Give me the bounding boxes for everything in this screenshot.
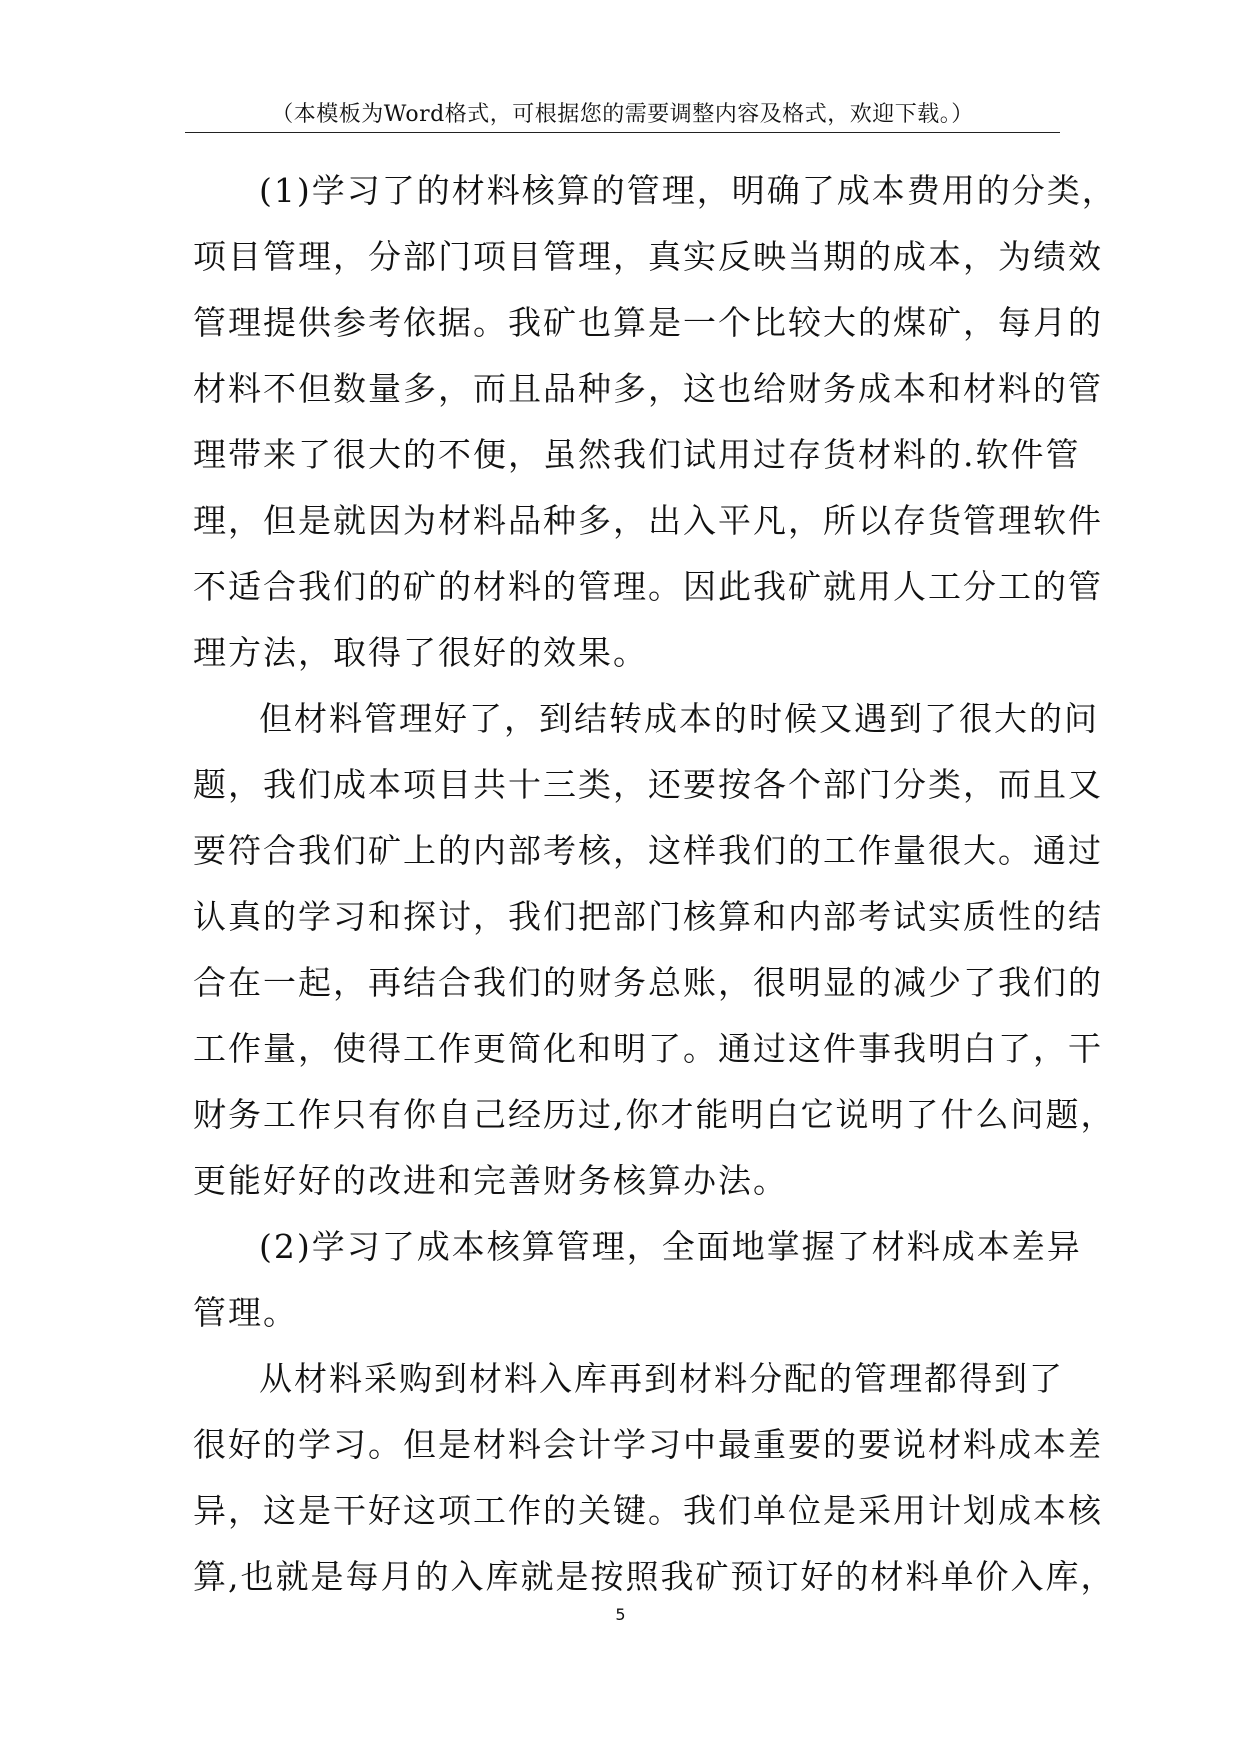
paragraph-line: 合在一起，再结合我们的财务总账，很明显的减少了我们的: [193, 963, 1103, 1002]
paragraph-line: 工作量，使得工作更简化和明了。通过这件事我明白了，干: [193, 1029, 1103, 1068]
paragraph-line: 题，我们成本项目共十三类，还要按各个部门分类，而且又: [193, 765, 1103, 804]
paragraph-line: 理，但是就因为材料品种多，出入平凡，所以存货管理软件: [193, 501, 1103, 540]
paragraph-line: 很好的学习。但是材料会计学习中最重要的要说材料成本差: [193, 1425, 1103, 1464]
paragraph-line: 理方法，取得了很好的效果。: [193, 633, 648, 672]
paragraph-line: 算,也就是每月的入库就是按照我矿预订好的材料单价入库，: [193, 1557, 1116, 1596]
paragraph-line: 不适合我们的矿的材料的管理。因此我矿就用人工分工的管: [193, 567, 1103, 606]
paragraph-line: 管理提供参考依据。我矿也算是一个比较大的煤矿，每月的: [193, 303, 1103, 342]
paragraph-line: 异，这是干好这项工作的关键。我们单位是采用计划成本核: [193, 1491, 1103, 1530]
paragraph-line: (2)学习了成本核算管理，全面地掌握了材料成本差异: [259, 1227, 1082, 1266]
paragraph-line: 但材料管理好了，到结转成本的时候又遇到了很大的问: [259, 699, 1099, 738]
template-note-header: （本模板为Word格式，可根据您的需要调整内容及格式，欢迎下载。）: [271, 102, 974, 127]
header-divider: [185, 132, 1060, 133]
paragraph-line: 项目管理，分部门项目管理，真实反映当期的成本，为绩效: [193, 237, 1103, 276]
paragraph-line: 认真的学习和探讨，我们把部门核算和内部考试实质性的结: [193, 897, 1103, 936]
paragraph-line: 理带来了很大的不便，虽然我们试用过存货材料的.软件管: [193, 435, 1081, 474]
paragraph-line: 材料不但数量多，而且品种多，这也给财务成本和材料的管: [193, 369, 1103, 408]
paragraph-line: (1)学习了的材料核算的管理，明确了成本费用的分类，: [259, 171, 1117, 210]
paragraph-line: 财务工作只有你自己经历过,你才能明白它说明了什么问题，: [193, 1095, 1116, 1134]
paragraph-line: 管理。: [193, 1293, 298, 1332]
paragraph-line: 更能好好的改进和完善财务核算办法。: [193, 1161, 788, 1200]
paragraph-line: 从材料采购到材料入库再到材料分配的管理都得到了: [259, 1359, 1064, 1398]
document-body: [193, 158, 1117, 1610]
page-number: 5: [615, 1605, 626, 1624]
paragraph-line: 要符合我们矿上的内部考核，这样我们的工作量很大。通过: [193, 831, 1103, 870]
